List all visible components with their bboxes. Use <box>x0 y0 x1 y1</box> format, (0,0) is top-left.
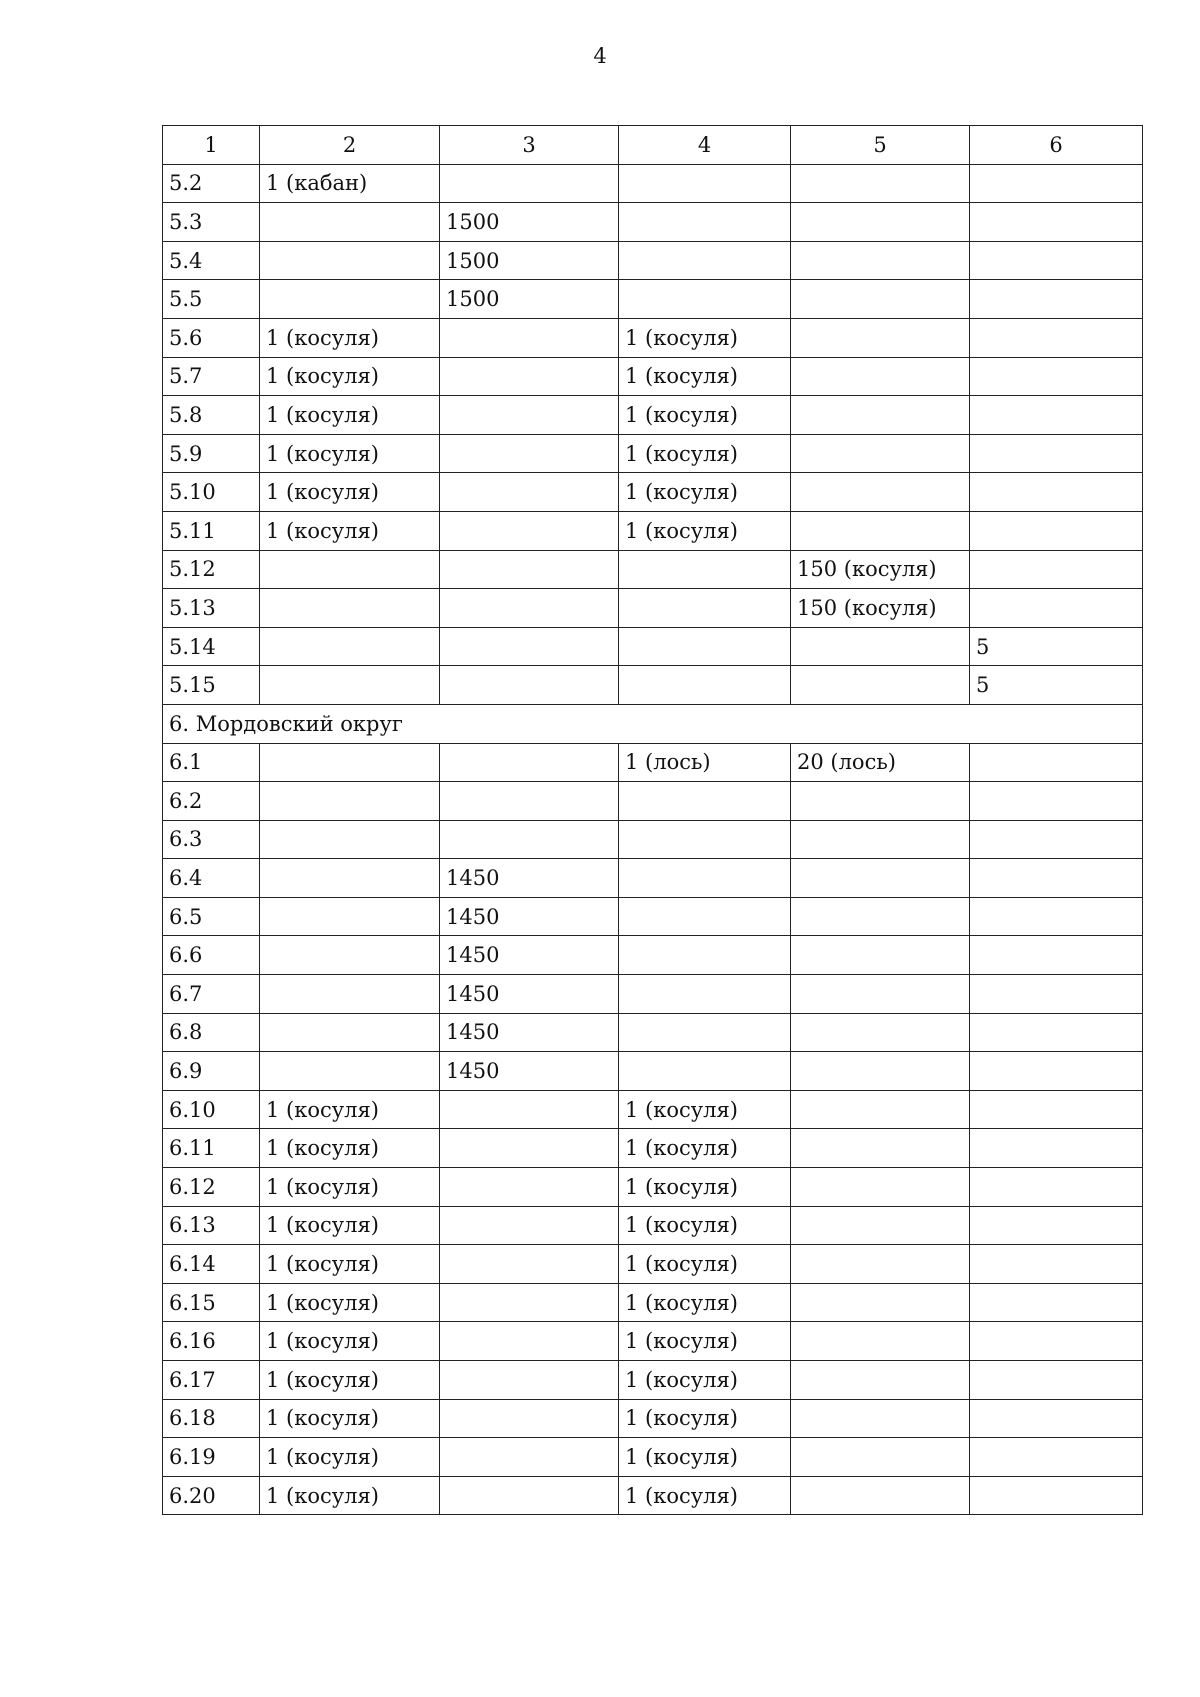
table-cell <box>791 357 970 396</box>
table-cell: 1 (косуля) <box>260 318 440 357</box>
table-row <box>163 318 1143 357</box>
table-cell <box>970 511 1143 550</box>
table-cell <box>970 550 1143 589</box>
table-cell <box>440 1322 619 1361</box>
table-cell <box>791 666 970 705</box>
table-cell <box>440 1206 619 1245</box>
row-number-cell: 5.2 <box>163 164 260 203</box>
row-number-cell: 5.6 <box>163 318 260 357</box>
table-cell <box>970 318 1143 357</box>
table-row <box>163 1168 1143 1207</box>
row-number-cell: 6.17 <box>163 1361 260 1400</box>
table-cell <box>260 859 440 898</box>
table-row <box>163 396 1143 435</box>
table-cell <box>791 975 970 1014</box>
table-cell <box>970 1322 1143 1361</box>
row-number-cell: 6.3 <box>163 820 260 859</box>
table-cell <box>970 1090 1143 1129</box>
table-cell <box>440 1090 619 1129</box>
column-header: 3 <box>440 126 619 165</box>
table-cell <box>619 241 791 280</box>
row-number-cell: 6.19 <box>163 1438 260 1477</box>
table-cell <box>791 1206 970 1245</box>
table-row <box>163 241 1143 280</box>
table-row <box>163 897 1143 936</box>
table-cell <box>440 1168 619 1207</box>
row-number-cell: 6.9 <box>163 1052 260 1091</box>
table-cell <box>791 897 970 936</box>
table-cell <box>791 1476 970 1515</box>
table-cell <box>970 1052 1143 1091</box>
table-cell: 1 (косуля) <box>260 1361 440 1400</box>
table-cell <box>619 627 791 666</box>
table-cell: 1450 <box>440 897 619 936</box>
table-cell <box>970 1283 1143 1322</box>
table-cell <box>440 550 619 589</box>
table-cell <box>791 1399 970 1438</box>
table-cell: 1 (косуля) <box>260 1438 440 1477</box>
table-cell <box>260 241 440 280</box>
table-cell: 1 (косуля) <box>619 1476 791 1515</box>
header-row <box>163 126 1143 165</box>
table-cell <box>970 975 1143 1014</box>
table-cell: 1 (косуля) <box>260 1168 440 1207</box>
table-cell: 1500 <box>440 203 619 242</box>
table-row <box>163 1013 1143 1052</box>
column-header: 2 <box>260 126 440 165</box>
row-number-cell: 6.15 <box>163 1283 260 1322</box>
row-number-cell: 6.11 <box>163 1129 260 1168</box>
table-row <box>163 1245 1143 1284</box>
table-cell <box>260 1013 440 1052</box>
table-cell <box>260 743 440 782</box>
table-row <box>163 936 1143 975</box>
table-cell: 5 <box>970 627 1143 666</box>
row-number-cell: 6.5 <box>163 897 260 936</box>
row-number-cell: 6.14 <box>163 1245 260 1284</box>
row-number-cell: 5.11 <box>163 511 260 550</box>
table-cell: 1 (косуля) <box>619 1168 791 1207</box>
table-cell <box>970 897 1143 936</box>
table-row <box>163 975 1143 1014</box>
table-cell <box>440 820 619 859</box>
table-cell: 1 (косуля) <box>619 357 791 396</box>
row-number-cell: 5.10 <box>163 473 260 512</box>
table-row <box>163 511 1143 550</box>
table-cell: 1 (лось) <box>619 743 791 782</box>
table-cell <box>791 203 970 242</box>
table-cell <box>440 627 619 666</box>
table-cell <box>440 743 619 782</box>
table-cell <box>260 782 440 821</box>
table-cell <box>791 859 970 898</box>
table-cell <box>619 936 791 975</box>
table-cell <box>791 1052 970 1091</box>
table-row <box>163 203 1143 242</box>
table-cell <box>260 203 440 242</box>
table-cell <box>440 511 619 550</box>
table-cell <box>791 511 970 550</box>
table-cell: 1 (косуля) <box>260 396 440 435</box>
table-cell <box>619 859 791 898</box>
table-cell <box>440 396 619 435</box>
table-cell <box>791 936 970 975</box>
table-cell: 1500 <box>440 241 619 280</box>
row-number-cell: 6.10 <box>163 1090 260 1129</box>
table-cell: 1450 <box>440 859 619 898</box>
table-cell <box>970 1129 1143 1168</box>
table-cell <box>791 164 970 203</box>
row-number-cell: 5.4 <box>163 241 260 280</box>
table-cell <box>440 782 619 821</box>
section-title: 6. Мордовский округ <box>163 704 1143 743</box>
table-cell: 1450 <box>440 1013 619 1052</box>
table-cell <box>619 203 791 242</box>
column-header: 1 <box>163 126 260 165</box>
row-number-cell: 5.9 <box>163 434 260 473</box>
table-cell <box>791 434 970 473</box>
page-number: 4 <box>593 44 607 68</box>
table-cell: 1 (косуля) <box>619 511 791 550</box>
table-cell <box>970 396 1143 435</box>
table-cell <box>260 897 440 936</box>
table-row <box>163 1438 1143 1477</box>
table-cell <box>970 1206 1143 1245</box>
table-cell <box>619 589 791 628</box>
table-cell <box>440 1399 619 1438</box>
table-cell: 1 (косуля) <box>260 1129 440 1168</box>
table-cell <box>791 782 970 821</box>
table-cell <box>970 936 1143 975</box>
table-cell: 1 (косуля) <box>260 1090 440 1129</box>
table-cell: 1450 <box>440 1052 619 1091</box>
table-cell <box>970 164 1143 203</box>
table-cell: 1 (косуля) <box>619 1399 791 1438</box>
table-cell: 1 (косуля) <box>260 1283 440 1322</box>
table-cell <box>260 1052 440 1091</box>
table-cell <box>791 1245 970 1284</box>
table-cell <box>791 318 970 357</box>
table-cell: 1 (косуля) <box>619 1438 791 1477</box>
table-row <box>163 859 1143 898</box>
table-row <box>163 1322 1143 1361</box>
table-cell <box>970 203 1143 242</box>
row-number-cell: 6.7 <box>163 975 260 1014</box>
table-cell: 1 (кабан) <box>260 164 440 203</box>
row-number-cell: 6.2 <box>163 782 260 821</box>
table-cell <box>970 589 1143 628</box>
table-cell <box>791 1361 970 1400</box>
table-cell: 1 (косуля) <box>260 434 440 473</box>
table-cell <box>791 473 970 512</box>
row-number-cell: 5.7 <box>163 357 260 396</box>
column-header: 4 <box>619 126 791 165</box>
table-cell <box>791 820 970 859</box>
table-cell <box>260 589 440 628</box>
table-row <box>163 434 1143 473</box>
table-cell <box>970 782 1143 821</box>
row-number-cell: 6.12 <box>163 1168 260 1207</box>
table-cell <box>619 164 791 203</box>
table-row <box>163 1399 1143 1438</box>
column-header: 6 <box>970 126 1143 165</box>
table-cell <box>440 1129 619 1168</box>
table-row <box>163 1052 1143 1091</box>
table-cell <box>440 666 619 705</box>
table-cell <box>260 820 440 859</box>
row-number-cell: 6.8 <box>163 1013 260 1052</box>
row-number-cell: 5.14 <box>163 627 260 666</box>
row-number-cell: 5.3 <box>163 203 260 242</box>
table-row <box>163 1206 1143 1245</box>
table-row <box>163 1476 1143 1515</box>
table-cell: 1 (косуля) <box>260 1245 440 1284</box>
row-number-cell: 6.18 <box>163 1399 260 1438</box>
table-cell: 1 (косуля) <box>260 1322 440 1361</box>
table-cell <box>791 1129 970 1168</box>
table-header <box>163 126 1143 165</box>
table-row <box>163 164 1143 203</box>
table-row <box>163 1129 1143 1168</box>
table-row <box>163 1283 1143 1322</box>
table-cell: 1 (косуля) <box>619 1283 791 1322</box>
table-cell: 1 (косуля) <box>260 1206 440 1245</box>
table-cell <box>260 936 440 975</box>
table-cell <box>440 164 619 203</box>
table-row <box>163 280 1143 319</box>
table-cell: 1450 <box>440 975 619 1014</box>
table-cell <box>260 666 440 705</box>
table-row <box>163 550 1143 589</box>
table-cell <box>260 975 440 1014</box>
row-number-cell: 6.6 <box>163 936 260 975</box>
table-cell: 1 (косуля) <box>619 318 791 357</box>
table-cell: 1 (косуля) <box>619 1322 791 1361</box>
table-body <box>163 164 1143 1515</box>
table-cell: 1 (косуля) <box>619 1129 791 1168</box>
table-cell <box>440 473 619 512</box>
table-row <box>163 1090 1143 1129</box>
row-number-cell: 5.15 <box>163 666 260 705</box>
table-cell <box>440 1438 619 1477</box>
table-cell <box>970 473 1143 512</box>
table-cell <box>970 1438 1143 1477</box>
table-cell <box>970 357 1143 396</box>
row-number-cell: 5.5 <box>163 280 260 319</box>
table-cell: 20 (лось) <box>791 743 970 782</box>
row-number-cell: 5.12 <box>163 550 260 589</box>
section-row <box>163 704 1143 743</box>
row-number-cell: 5.13 <box>163 589 260 628</box>
table-row <box>163 627 1143 666</box>
table-cell <box>791 1013 970 1052</box>
table-cell <box>260 627 440 666</box>
data-table <box>162 125 1143 1515</box>
table-cell <box>970 280 1143 319</box>
table-cell <box>619 1052 791 1091</box>
table-cell: 1 (косуля) <box>260 511 440 550</box>
table-cell: 1 (косуля) <box>260 473 440 512</box>
table-cell: 1 (косуля) <box>619 1361 791 1400</box>
table-cell <box>619 820 791 859</box>
table-row <box>163 820 1143 859</box>
row-number-cell: 6.1 <box>163 743 260 782</box>
table-cell <box>791 1090 970 1129</box>
table-cell <box>791 1283 970 1322</box>
table-row <box>163 1361 1143 1400</box>
row-number-cell: 5.8 <box>163 396 260 435</box>
table-cell <box>970 820 1143 859</box>
table-cell <box>970 1361 1143 1400</box>
table-row <box>163 589 1143 628</box>
table-cell <box>791 627 970 666</box>
table-cell: 1 (косуля) <box>619 1090 791 1129</box>
row-number-cell: 6.16 <box>163 1322 260 1361</box>
table-cell: 150 (косуля) <box>791 589 970 628</box>
table-cell: 1 (косуля) <box>260 357 440 396</box>
table-cell <box>791 1168 970 1207</box>
row-number-cell: 6.13 <box>163 1206 260 1245</box>
table-cell <box>970 743 1143 782</box>
table-row <box>163 357 1143 396</box>
table-cell <box>970 1476 1143 1515</box>
table-cell: 1 (косуля) <box>619 396 791 435</box>
table-cell: 1 (косуля) <box>619 473 791 512</box>
table-row <box>163 743 1143 782</box>
table-cell <box>970 1013 1143 1052</box>
table-row <box>163 666 1143 705</box>
table-cell <box>440 1245 619 1284</box>
table-cell <box>619 975 791 1014</box>
table-cell <box>970 434 1143 473</box>
table-cell <box>440 1361 619 1400</box>
table-cell: 1 (косуля) <box>260 1476 440 1515</box>
table-cell: 1500 <box>440 280 619 319</box>
row-number-cell: 6.4 <box>163 859 260 898</box>
table-cell <box>440 1476 619 1515</box>
table-cell <box>440 1283 619 1322</box>
table-cell <box>791 1322 970 1361</box>
table-row <box>163 782 1143 821</box>
table-cell <box>619 782 791 821</box>
table-cell <box>440 318 619 357</box>
table-cell <box>970 1399 1143 1438</box>
table-cell <box>619 666 791 705</box>
table-cell: 5 <box>970 666 1143 705</box>
table-cell: 1 (косуля) <box>619 1206 791 1245</box>
table-cell <box>791 1438 970 1477</box>
table-cell <box>970 241 1143 280</box>
row-number-cell: 6.20 <box>163 1476 260 1515</box>
table-cell <box>619 550 791 589</box>
table-cell <box>260 280 440 319</box>
table-cell <box>791 241 970 280</box>
table-cell: 150 (косуля) <box>791 550 970 589</box>
table-cell: 1450 <box>440 936 619 975</box>
table-cell: 1 (косуля) <box>619 1245 791 1284</box>
table-cell <box>970 859 1143 898</box>
table-cell <box>440 589 619 628</box>
table-cell <box>260 550 440 589</box>
table-cell <box>791 396 970 435</box>
table-cell <box>791 280 970 319</box>
table-cell: 1 (косуля) <box>619 434 791 473</box>
table-cell <box>440 357 619 396</box>
table-cell <box>619 280 791 319</box>
column-header: 5 <box>791 126 970 165</box>
table-row <box>163 473 1143 512</box>
table-cell <box>619 1013 791 1052</box>
table-cell <box>619 897 791 936</box>
table-cell: 1 (косуля) <box>260 1399 440 1438</box>
table-cell <box>970 1245 1143 1284</box>
table-cell <box>970 1168 1143 1207</box>
table-cell <box>440 434 619 473</box>
